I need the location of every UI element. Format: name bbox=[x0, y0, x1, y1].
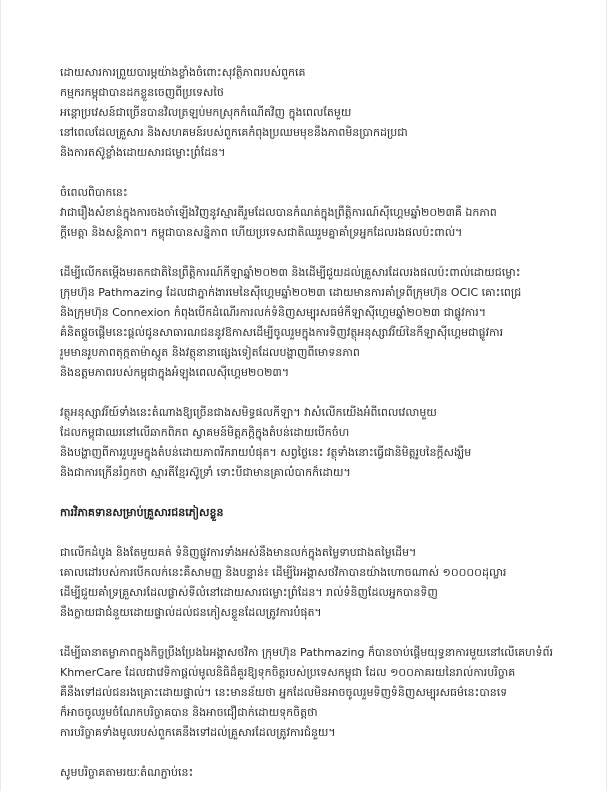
text-line: កម្មករកម្ពុជាបានដកខ្លួនចេញពីប្រទេសថៃ bbox=[60, 86, 224, 99]
paragraph bbox=[60, 643, 570, 743]
document-body bbox=[60, 63, 570, 783]
text-line: គំនិតផ្ដួចផ្ដើមនេះផ្ដល់ជូនសាធារណជននូវឱកាសដើម្បីចូលរួមក្នុងការទិញវត្ថុអនុស្សាវរីយ៍នៃកីឡាស៊ីហ្គេមជាផ្លូវការ bbox=[60, 326, 504, 339]
text-line: ចំពេលពិបាកនេះ bbox=[60, 186, 128, 199]
text-line: នៅពេលដែលគ្រួសារ និងសហគមន៍របស់ពួកគេកំពុងប្រឈមមុខនឹងភាពមិនប្រាកដប្រជា bbox=[60, 126, 408, 139]
text-line: ដើម្បីលើកតម្កើងមរតកជាតិនៃព្រឹត្តិការណ៍កីឡាឆ្នាំ២០២៣ និងដើម្បីជួយដល់គ្រួសារដែលរងផលប៉ះពាល់ដោយជម្លោះ bbox=[60, 266, 521, 279]
text-line: និងបង្ហាញពីការរួបរួមក្នុងតំបន់ដោយភាពរីករាយបំផុត។ សព្វថ្ងៃនេះ វត្ថុទាំងនោះធ្វើជានិមិត្តរូបនៃក្ដីសង្ឃឹម bbox=[60, 446, 472, 459]
paragraph bbox=[60, 403, 570, 483]
text-line: ក្រុមហ៊ុន Pathmazing ដែលជាភ្នាក់ងារមេនៃស៊ីហ្គេមឆ្នាំ២០២៣ ដោយមានការគាំទ្រពីក្រុមហ៊ុន OCIC គោះពេជ្រ bbox=[60, 286, 522, 299]
text-line: ដើម្បីជួយគាំទ្រគ្រួសារដែលផ្លាស់ទីលំនៅដោយសារជម្លោះព្រំដែន។ រាល់ទំនិញដែលអ្នកបានទិញ bbox=[60, 586, 438, 599]
paragraph-spacer bbox=[60, 523, 570, 543]
paragraph bbox=[60, 183, 570, 243]
text-line: ដើម្បីធានាតម្លាភាពក្នុងកិច្ចប្រឹងប្រែងរៃអង្គាសថវិកា ក្រុមហ៊ុន Pathmazing ក៏បានចាប់ផ្ដើមយុទ្ធនាការមួយនៅលើគេហទំព័រ bbox=[60, 646, 553, 659]
paragraph bbox=[60, 63, 570, 163]
text-line: ដោយសារការព្រួយបារម្ភយ៉ាងខ្លាំងចំពោះសុវត្ថិភាពរបស់ពួកគេ bbox=[60, 66, 306, 79]
paragraph-spacer bbox=[60, 483, 570, 503]
text-line: គោលដៅរបស់ការបើកលក់នេះគឺសាមញ្ញ និងបន្ទាន់៖ ដើម្បីរៃអង្គាសថវិកាបានយ៉ាងហោចណាស់ ១០០០០ដុល្លារ bbox=[60, 566, 507, 579]
text-line: និងការតស៊ូខ្លាំងដោយសារជម្លោះព្រំដែន។ bbox=[60, 146, 226, 159]
paragraph-spacer bbox=[60, 743, 570, 763]
text-line: ក៏អាចចូលរួមចំណែកបរិច្ចាគបាន និងអាចជឿជាក់ដោយទុកចិត្តថា bbox=[60, 706, 318, 719]
paragraph bbox=[60, 763, 570, 783]
paragraph-spacer bbox=[60, 623, 570, 643]
paragraph-spacer bbox=[60, 243, 570, 263]
text-line: ដែលកម្ពុជាឈរនៅលើឆាកពិភព ស្វាគមន៍មិត្តភក្ដិក្នុងតំបន់ដោយបើកចំហ bbox=[60, 426, 350, 439]
text-line: នឹងក្លាយជាជំនួយដោយផ្ទាល់ដល់ជនភៀសខ្លួនដែលត្រូវការបំផុត។ bbox=[60, 606, 322, 619]
text-line: ការបរិច្ចាគទាំងមូលរបស់ពួកគេនឹងទៅដល់គ្រួសារដែលត្រូវការជំនួយ។ bbox=[60, 726, 336, 739]
text-line: រួមមានរូបភាពតុក្កតាម៉ាស្កូត និងវត្ថុនានាផ្សេងទៀតដែលបង្ហាញពីមោទនភាព bbox=[60, 346, 360, 359]
text-line: គឺនឹងទៅដល់ជនរងគ្រោះដោយផ្ទាល់។ នេះមានន័យថា អ្នកដែលមិនអាចចូលរួមទិញទំនិញសម្បុរសធម៌នេះបានទេ bbox=[60, 686, 508, 699]
section-heading bbox=[60, 503, 570, 523]
heading-text: ការវិភាគទានសម្រាប់គ្រួសារជនភៀសខ្លួន bbox=[60, 506, 224, 519]
paragraph-spacer bbox=[60, 383, 570, 403]
text-line: និងឧត្ដមភាពរបស់កម្ពុជាក្នុងអំឡុងពេលស៊ីហ្គេម២០២៣។ bbox=[60, 366, 290, 379]
text-line: ក្ដីមេត្តា និងសន្តិភាព។ កម្ពុជាបានសន្និភាព ហើយប្រទេសជាតិឈរួមគ្នាគាំទ្រអ្នកដែលរងផលប៉ះពាល់។ bbox=[60, 226, 463, 239]
text-line: និងជាការក្រើនរំឭកថា ស្មារតីខ្មែរស៊ូទ្រាំ ទោះបីជាមានគ្រាលំបាកក៏ដោយ។ bbox=[60, 466, 351, 479]
text-line: អន្តោប្រវេសន៍ជាច្រើនបានវិលត្រឡប់មកស្រុកកំណើតវិញ ក្នុងពេលតែមួយ bbox=[60, 106, 352, 119]
paragraph-spacer bbox=[60, 163, 570, 183]
text-line: និងក្រុមហ៊ុន Connexion កំពុងបើកដំណើរការលក់ទំនិញសម្បុរសធម៌កីឡាស៊ីហ្គេមឆ្នាំ២០២៣ ជាផ្លូវការ។ bbox=[60, 306, 486, 319]
paragraph bbox=[60, 543, 570, 623]
text-line: វាជារឿងសំខាន់ក្នុងការចងចាំឡើងវិញនូវស្មារតីរួមដែលបានកំណត់ក្នុងព្រឹត្តិការណ៍ស៊ីហ្គេមឆ្នាំ២០២៣គឺ ឯកភាព bbox=[60, 206, 497, 219]
text-line: KhmerCare ដែលជាវេទិកាផ្ដល់មូលនិធិដ៏គួរឱ្យទុកចិត្តរបស់ប្រទេសកម្ពុជា ដែល ១០០ភាគរយនៃរាល់ការបរិច្ចាគ bbox=[60, 666, 516, 679]
paragraph bbox=[60, 263, 570, 383]
text-line: វត្ថុអនុស្សាវរីយ៍ទាំងនេះតំណាងឱ្យច្រើនជាងសមិទ្ធផលកីឡា។ វាសំលេីកយើងអំពីពេលវេលាមួយ bbox=[60, 406, 437, 419]
text-line: ជាលើកដំបូង និងតែមួយគត់ ទំនិញផ្លូវការទាំងអស់នឹងមានលក់ក្នុងតម្លៃទាបជាងតម្លៃដើម។ bbox=[60, 546, 417, 559]
text-line: សូមបរិច្ចាគតាមរយៈតំណភ្ជាប់នេះ bbox=[60, 766, 194, 779]
